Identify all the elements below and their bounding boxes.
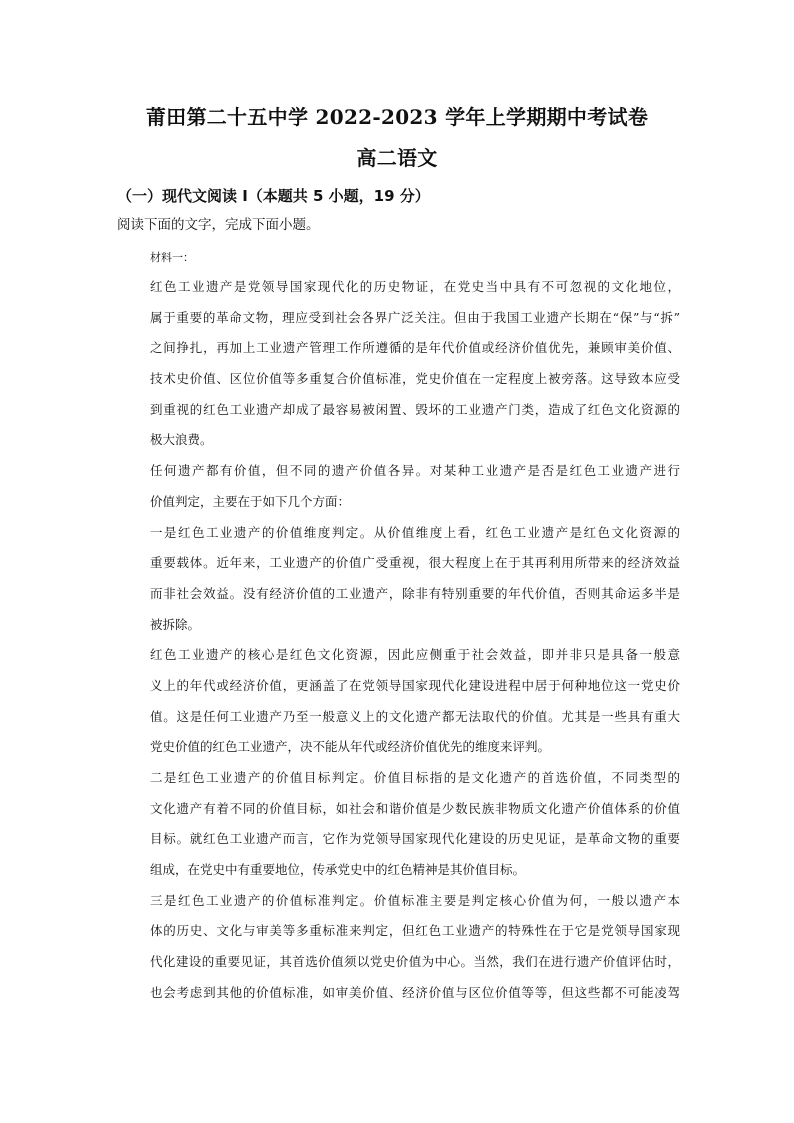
passage-body (150, 272, 680, 1009)
exam-subtitle: 高二语文 (356, 146, 438, 170)
passage-line: 重要载体。近年来，工业遗产的价值广受重视，很大程度上在于其再利用所带来的经济效益 (150, 555, 680, 571)
passage-line: 而非社会效益。没有经济价值的工业遗产，除非有特别重要的年代价值，否则其命运多半是 (150, 585, 680, 601)
passage-paragraph (150, 272, 680, 456)
passage-line: 被拆除。 (150, 616, 201, 632)
passage-line: 三是红色工业遗产的价值标准判定。价值标准主要是判定核心价值为何，一般以遗产本 (150, 892, 680, 908)
exam-title: 莆田第二十五中学 2022-2023 学年上学期期中考试卷 (145, 105, 649, 129)
passage-line: 一是红色工业遗产的价值维度判定。从价值维度上看，红色工业遗产是红色文化资源的 (150, 524, 680, 540)
passage-line: 价值判定，主要在于如下几个方面： (150, 493, 351, 509)
passage-paragraph (150, 886, 680, 1009)
passage-paragraph (150, 763, 680, 886)
passage-line: 二是红色工业遗产的价值目标判定。价值目标指的是文化遗产的首选价值，不同类型的 (150, 770, 680, 785)
passage-line: 文化遗产有着不同的价值目标，如社会和谐价值是少数民族非物质文化遗产价值体系的价值 (150, 800, 680, 816)
passage-line: 红色工业遗产是党领导国家现代化的历史物证，在党史当中具有不可忽视的文化地位， (150, 279, 680, 294)
passage-line: 也会考虑到其他的价值标准，如审美价值、经济价值与区位价值等等，但这些都不可能凌驾 (150, 984, 680, 1000)
passage-paragraph (150, 456, 680, 517)
passage-line: 值。这是任何工业遗产乃至一般意义上的文化遗产都无法取代的价值。尤其是一些具有重大 (150, 708, 680, 724)
passage-line: 目标。就红色工业遗产而言，它作为党领导国家现代化建设的历史见证，是革命文物的重要 (150, 831, 680, 847)
section-heading: （一）现代文阅读 I（本题共 5 小题，19 分） (117, 187, 430, 205)
passage-line: 体的历史、文化与审美等多重标准来判定，但红色工业遗产的特殊性在于它是党领导国家现 (150, 923, 680, 939)
material-label: 材料一： (150, 251, 194, 264)
passage-paragraph (150, 518, 680, 641)
reading-instruction: 阅读下面的文字，完成下面小题。 (117, 217, 320, 233)
passage-line: 代化建设的重要见证，其首选价值须以党史价值为中心。当然，我们在进行遗产价值评估时， (150, 954, 680, 970)
passage-line: 任何遗产都有价值，但不同的遗产价值各异。对某种工业遗产是否是红色工业遗产进行 (150, 463, 680, 479)
passage-line: 属于重要的革命文物，理应受到社会各界广泛关注。但由于我国工业遗产长期在“保”与“拆” (150, 309, 680, 325)
passage-line: 义上的年代或经济价值，更涵盖了在党领导国家现代化建设进程中居于何种地位这一党史价 (150, 677, 680, 693)
passage-line: 党史价值的红色工业遗产，决不能从年代或经济价值优先的维度来评判。 (150, 739, 551, 755)
passage-line: 技术史价值、区位价值等多重复合价值标准，党史价值在一定程度上被旁落。这导致本应受 (150, 371, 680, 387)
passage-line: 极大浪费。 (150, 432, 213, 448)
passage-line: 到重视的红色工业遗产却成了最容易被闲置、毁坏的工业遗产门类，造成了红色文化资源的 (150, 401, 680, 417)
passage-line: 之间挣扎，再加上工业遗产管理工作所遵循的是年代价值或经济价值优先，兼顾审美价值、 (150, 340, 680, 356)
passage-paragraph (150, 640, 680, 763)
passage-line: 红色工业遗产的核心是红色文化资源，因此应侧重于社会效益，即并非只是具备一般意 (150, 647, 680, 663)
passage-line: 组成，在党史中有重要地位，传承党史中的红色精神是其价值目标。 (150, 862, 526, 878)
